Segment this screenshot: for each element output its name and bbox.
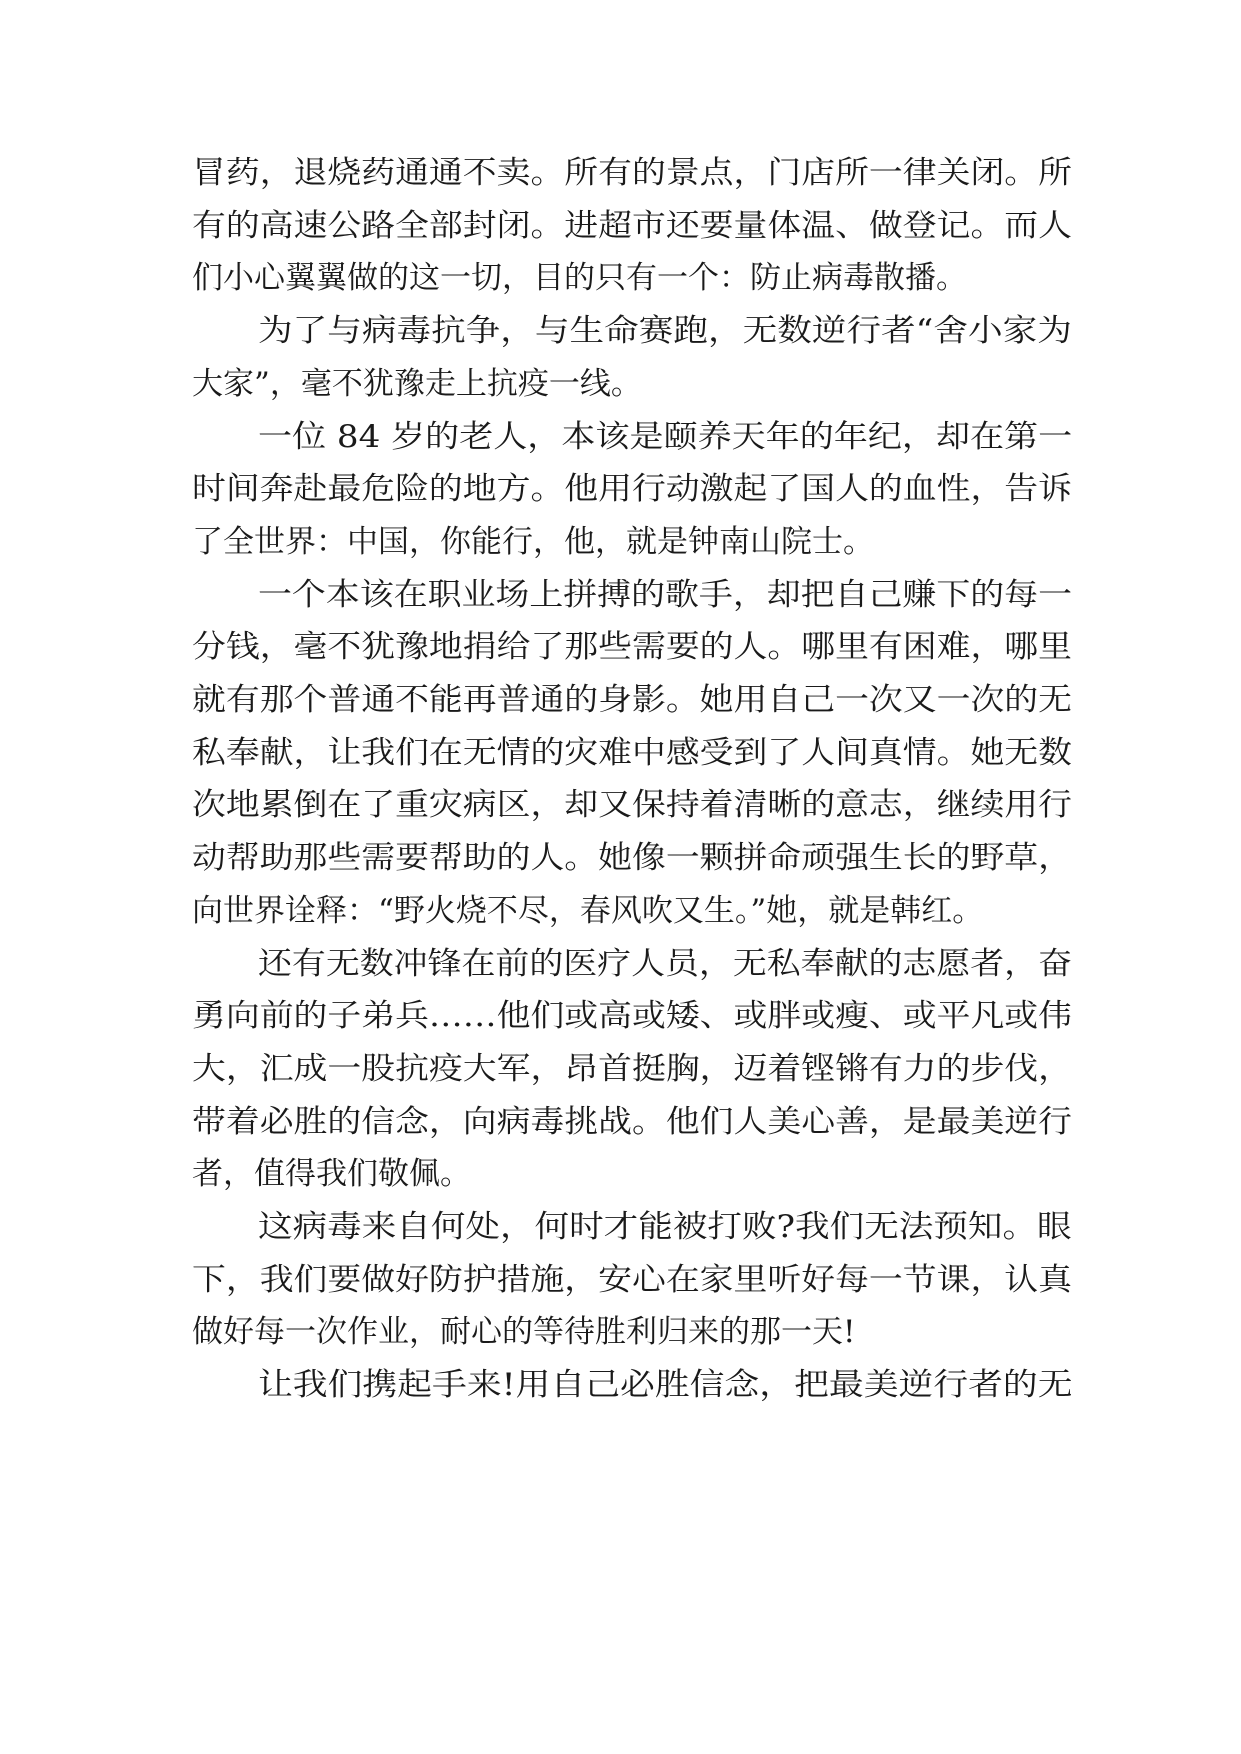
text-line: 有的高速公路全部封闭。进超市还要量体温、做登记。而人 <box>192 207 1072 244</box>
text-line: 一位 84 岁的老人，本该是颐养天年的年纪，却在第一 <box>258 418 1073 455</box>
text-line: 为了与病毒抗争，与生命赛跑，无数逆行者“舍小家为 <box>258 313 1072 350</box>
text-line: 一个本该在职业场上拼搏的歌手，却把自己赚下的每一 <box>258 576 1073 613</box>
text-line: 还有无数冲锋在前的医疗人员，无私奉献的志愿者，奋 <box>258 945 1073 982</box>
text-line: 下，我们要做好防护措施，安心在家里听好每一节课，认真 <box>192 1261 1072 1298</box>
text-line: 让我们携起手来!用自己必胜信念，把最美逆行者的无 <box>258 1367 1073 1404</box>
text-line: 大，汇成一股抗疫大军，昂首挺胸，迈着铿锵有力的步伐， <box>192 1050 1072 1087</box>
text-line: 次地累倒在了重灾病区，却又保持着清晰的意志，继续用行 <box>192 787 1072 824</box>
text-line: 带着必胜的信念，向病毒挑战。他们人美心善，是最美逆行 <box>192 1103 1072 1140</box>
text-line: 私奉献，让我们在无情的灾难中感受到了人间真情。她无数 <box>192 734 1072 771</box>
text-line: 就有那个普通不能再普通的身影。她用自己一次又一次的无 <box>192 682 1072 718</box>
text-line: 分钱，毫不犹豫地捐给了那些需要的人。哪里有困难，哪里 <box>192 629 1072 666</box>
text-line: 动帮助那些需要帮助的人。她像一颗拼命顽强生长的野草， <box>192 840 1072 877</box>
text-line: 时间奔赴最危险的地方。他用行动激起了国人的血性，告诉 <box>192 471 1072 508</box>
text-line: 们小心翼翼做的这一切，目的只有一个：防止病毒散播。 <box>192 260 967 297</box>
text-line: 者，值得我们敬佩。 <box>192 1156 471 1193</box>
text-line: 勇向前的子弟兵……他们或高或矮、或胖或瘦、或平凡或伟 <box>192 998 1072 1035</box>
text-line: 冒药，退烧药通通不卖。所有的景点，门店所一律关闭。所 <box>192 155 1072 191</box>
text-line: 这病毒来自何处，何时才能被打败?我们无法预知。眼 <box>258 1209 1072 1245</box>
text-line: 向世界诠释：“野火烧不尽，春风吹又生。”她，就是韩红。 <box>192 892 984 929</box>
text-line: 做好每一次作业，耐心的等待胜利归来的那一天! <box>192 1314 856 1351</box>
text-line: 大家”，毫不犹豫走上抗疫一线。 <box>192 365 642 402</box>
text-line: 了全世界：中国，你能行，他，就是钟南山院士。 <box>192 523 874 560</box>
